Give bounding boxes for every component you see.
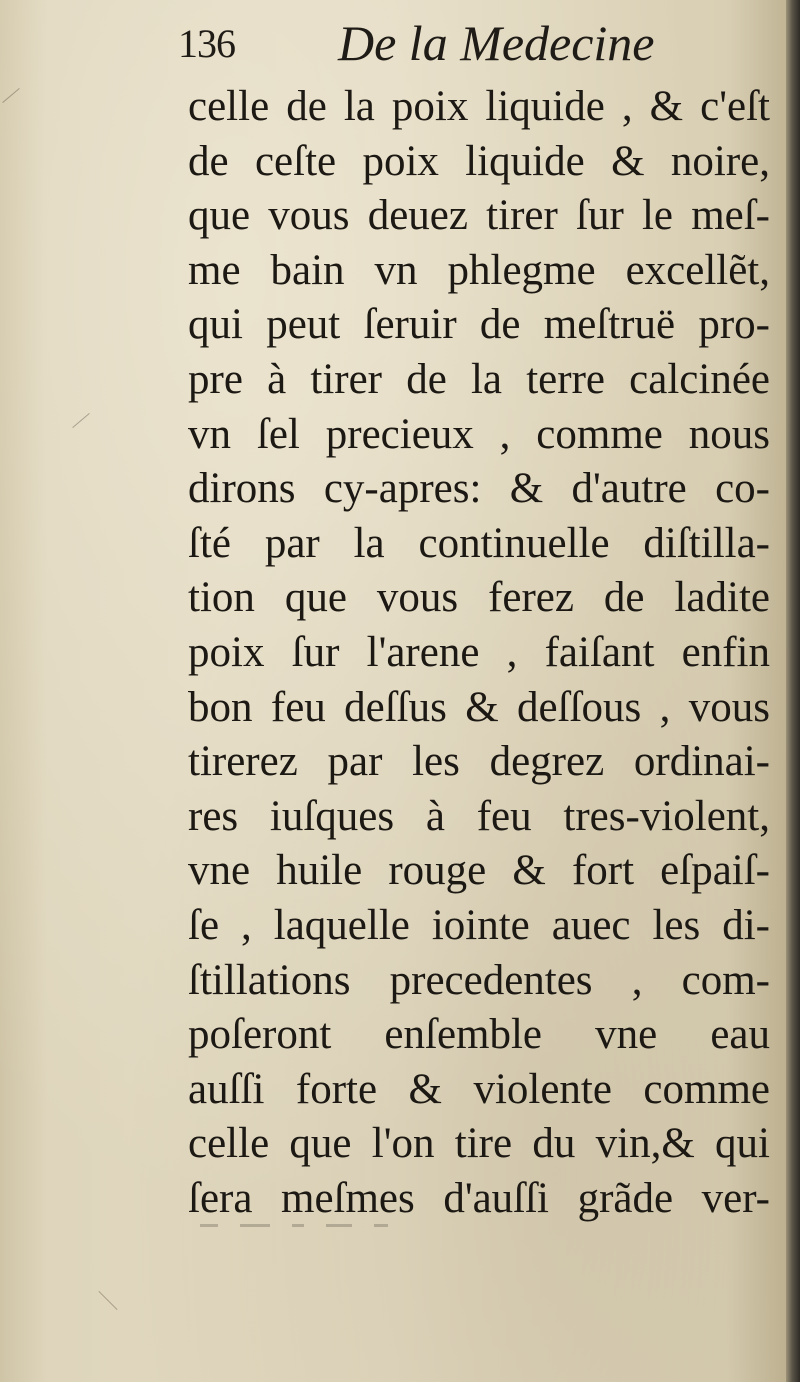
- text-line: vne huile rouge & fort eſpaiſ-: [188, 847, 770, 895]
- page-number: 136: [178, 21, 235, 66]
- text-line: tion que vous ferez de ladite: [188, 574, 770, 622]
- text-line: ſe , laquelle iointe auec les di-: [188, 901, 770, 949]
- text-line: ſtillations precedentes , com-: [188, 956, 770, 1004]
- text-line: que vous deuez tirer ſur le meſ-: [188, 192, 770, 240]
- text-line: bon feu deſſus & deſſous , vous: [188, 683, 770, 731]
- text-line: de ceſte poix liquide & noire,: [188, 137, 770, 185]
- text-line: vn ſel precieux , comme nous: [188, 410, 770, 458]
- paper-mark: [72, 413, 89, 428]
- text-line: celle que l'on tire du vin,& qui: [188, 1120, 770, 1168]
- paper-mark: [98, 1291, 117, 1310]
- text-line: poix ſur l'arene , faiſant enfin: [188, 628, 770, 676]
- page-header: [178, 10, 738, 82]
- show-through-ink: [200, 1215, 760, 1245]
- text-line: poſeront enſemble vne eau: [188, 1011, 770, 1059]
- running-head: De la Medecine: [338, 15, 655, 71]
- body-text: [188, 80, 770, 1226]
- paper-mark: [2, 88, 19, 103]
- text-line: celle de la poix liquide , & c'eſt: [188, 83, 770, 130]
- text-line: pre à tirer de la terre calcinée: [188, 355, 770, 403]
- text-line: me bain vn phlegme excellẽt,: [188, 246, 770, 294]
- text-line: ſera meſmes d'auſſi grãde ver-: [188, 1174, 770, 1222]
- text-line: tirerez par les degrez ordinai-: [188, 738, 770, 786]
- text-line: res iuſques à feu tres-violent,: [188, 792, 770, 840]
- text-line: auſſi forte & violente comme: [188, 1065, 770, 1113]
- text-line: ſté par la continuelle diſtilla-: [188, 519, 770, 567]
- text-line: dirons cy-apres: & d'autre co-: [188, 465, 770, 513]
- text-line: qui peut ſeruir de meſtruë pro-: [188, 301, 770, 349]
- page-edge-shadow: [786, 0, 800, 1382]
